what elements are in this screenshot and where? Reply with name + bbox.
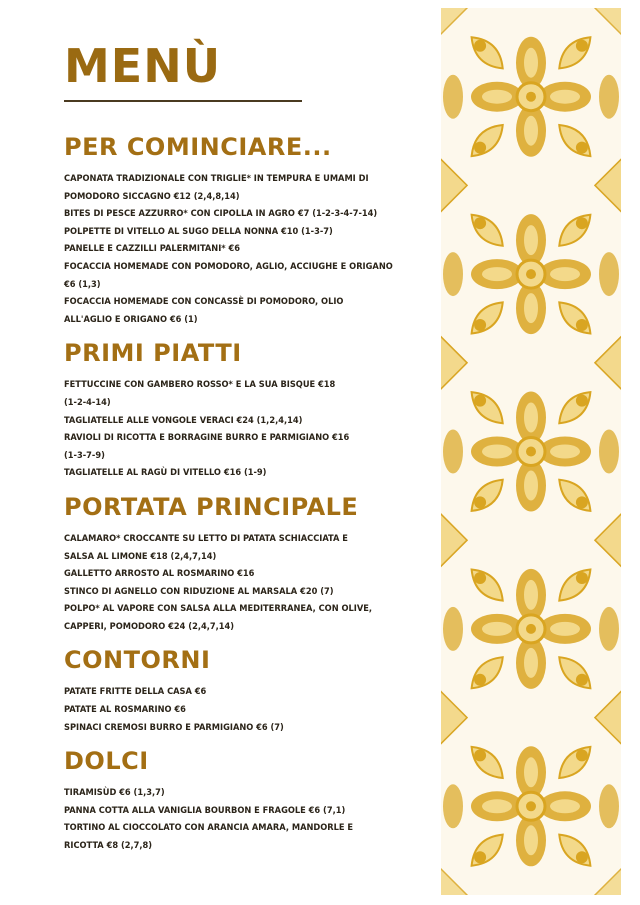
title-divider xyxy=(64,100,302,102)
section-title: CONTORNI xyxy=(64,646,211,675)
menu-item-line: PANNA COTTA ALLA VANIGLIA BOURBON E FRAGOLE €6 (7,1) xyxy=(64,804,346,816)
tile-motif-icon xyxy=(441,8,621,211)
menu-item-line: CALAMARO* CROCCANTE SU LETTO DI PATATA SCHIACCIATA E xyxy=(64,532,348,544)
menu-item-line: PATATE FRITTE DELLA CASA €6 xyxy=(64,686,207,698)
menu-item-line: TAGLIATELLE AL RAGÙ DI VITELLO €16 (1-9) xyxy=(64,467,267,479)
section-per-cominciare xyxy=(64,132,404,328)
section-title: DOLCI xyxy=(64,747,149,776)
tile-motif-icon xyxy=(441,692,621,895)
section-title: PER COMINCIARE... xyxy=(64,133,332,161)
menu-item-line: CAPONATA TRADIZIONALE CON TRIGLIE* IN TEMPURA E UMAMI DI xyxy=(64,173,369,184)
menu-item-line: PATATE AL ROSMARINO €6 xyxy=(64,704,186,716)
menu-item-line: FOCACCIA HOMEMADE CON POMODORO, AGLIO, ACCIUGHE E ORIGANO xyxy=(64,260,393,272)
menu-item-line: GALLETTO ARROSTO AL ROSMARINO €16 xyxy=(64,568,255,580)
tile-motif-icon xyxy=(441,514,621,743)
menu-item-line: (1-2-4-14) xyxy=(64,396,111,408)
menu-item-line: RAVIOLI DI RICOTTA E BORRAGINE BURRO E PARMIGIANO €16 xyxy=(64,432,350,444)
tile-motif-icon xyxy=(441,337,621,566)
tile-pattern-icon xyxy=(441,8,621,895)
menu-item-line: POLPO* AL VAPORE CON SALSA ALLA MEDITERRANEA, CON OLIVE, xyxy=(64,603,373,615)
section-contorni xyxy=(64,645,404,736)
menu-item-line: PANELLE E CAZZILLI PALERMITANI* €6 xyxy=(64,243,240,255)
menu-column xyxy=(64,40,404,865)
section-dolci xyxy=(64,746,404,854)
menu-item-line: TIRAMISÙD €6 (1,3,7) xyxy=(64,787,165,799)
menu-item-line: FETTUCCINE CON GAMBERO ROSSO* E LA SUA BISQUE €18 xyxy=(64,379,336,391)
tile-motif-icon xyxy=(441,159,621,388)
majolica-tile-strip-icon xyxy=(441,8,621,895)
menu-item-line: (1-3-7-9) xyxy=(64,449,105,461)
section-title: PRIMI PIATTI xyxy=(64,339,242,368)
menu-item-line: RICOTTA €8 (2,7,8) xyxy=(64,840,153,852)
menu-item-line: ALL'AGLIO E ORIGANO €6 (1) xyxy=(64,313,198,325)
menu-item-line: POLPETTE DI VITELLO AL SUGO DELLA NONNA €10 (1-3-7) xyxy=(64,225,333,237)
section-portata-principale xyxy=(64,492,404,636)
menu-item-line: TORTINO AL CIOCCOLATO CON ARANCIA AMARA, MANDORLE E xyxy=(64,822,354,834)
menu-item-line: POMODORO SICCAGNO €12 (2,4,8,14) xyxy=(64,190,240,202)
menu-item-line: STINCO DI AGNELLO CON RIDUZIONE AL MARSALA €20 (7) xyxy=(64,585,334,597)
menu-item-line: CAPPERI, POMODORO €24 (2,4,7,14) xyxy=(64,620,235,632)
menu-item-line: SALSA AL LIMONE €18 (2,4,7,14) xyxy=(64,550,217,562)
menu-item-line: SPINACI CREMOSI BURRO E PARMIGIANO €6 (7) xyxy=(64,721,284,733)
menu-item-line: €6 (1,3) xyxy=(64,278,101,290)
menu-item-line: BITES DI PESCE AZZURRO* CON CIPOLLA IN AGRO €7 (1-2-3-4-7-14) xyxy=(64,208,378,220)
section-title: PORTATA PRINCIPALE xyxy=(64,492,359,521)
section-primi-piatti xyxy=(64,338,404,482)
menu-item-line: FOCACCIA HOMEMADE CON CONCASSÈ DI POMODORO, OLIO xyxy=(64,296,344,308)
menu-title: MENÙ xyxy=(64,39,222,93)
menu-item-line: TAGLIATELLE ALLE VONGOLE VERACI €24 (1,2,4,14) xyxy=(64,414,303,426)
